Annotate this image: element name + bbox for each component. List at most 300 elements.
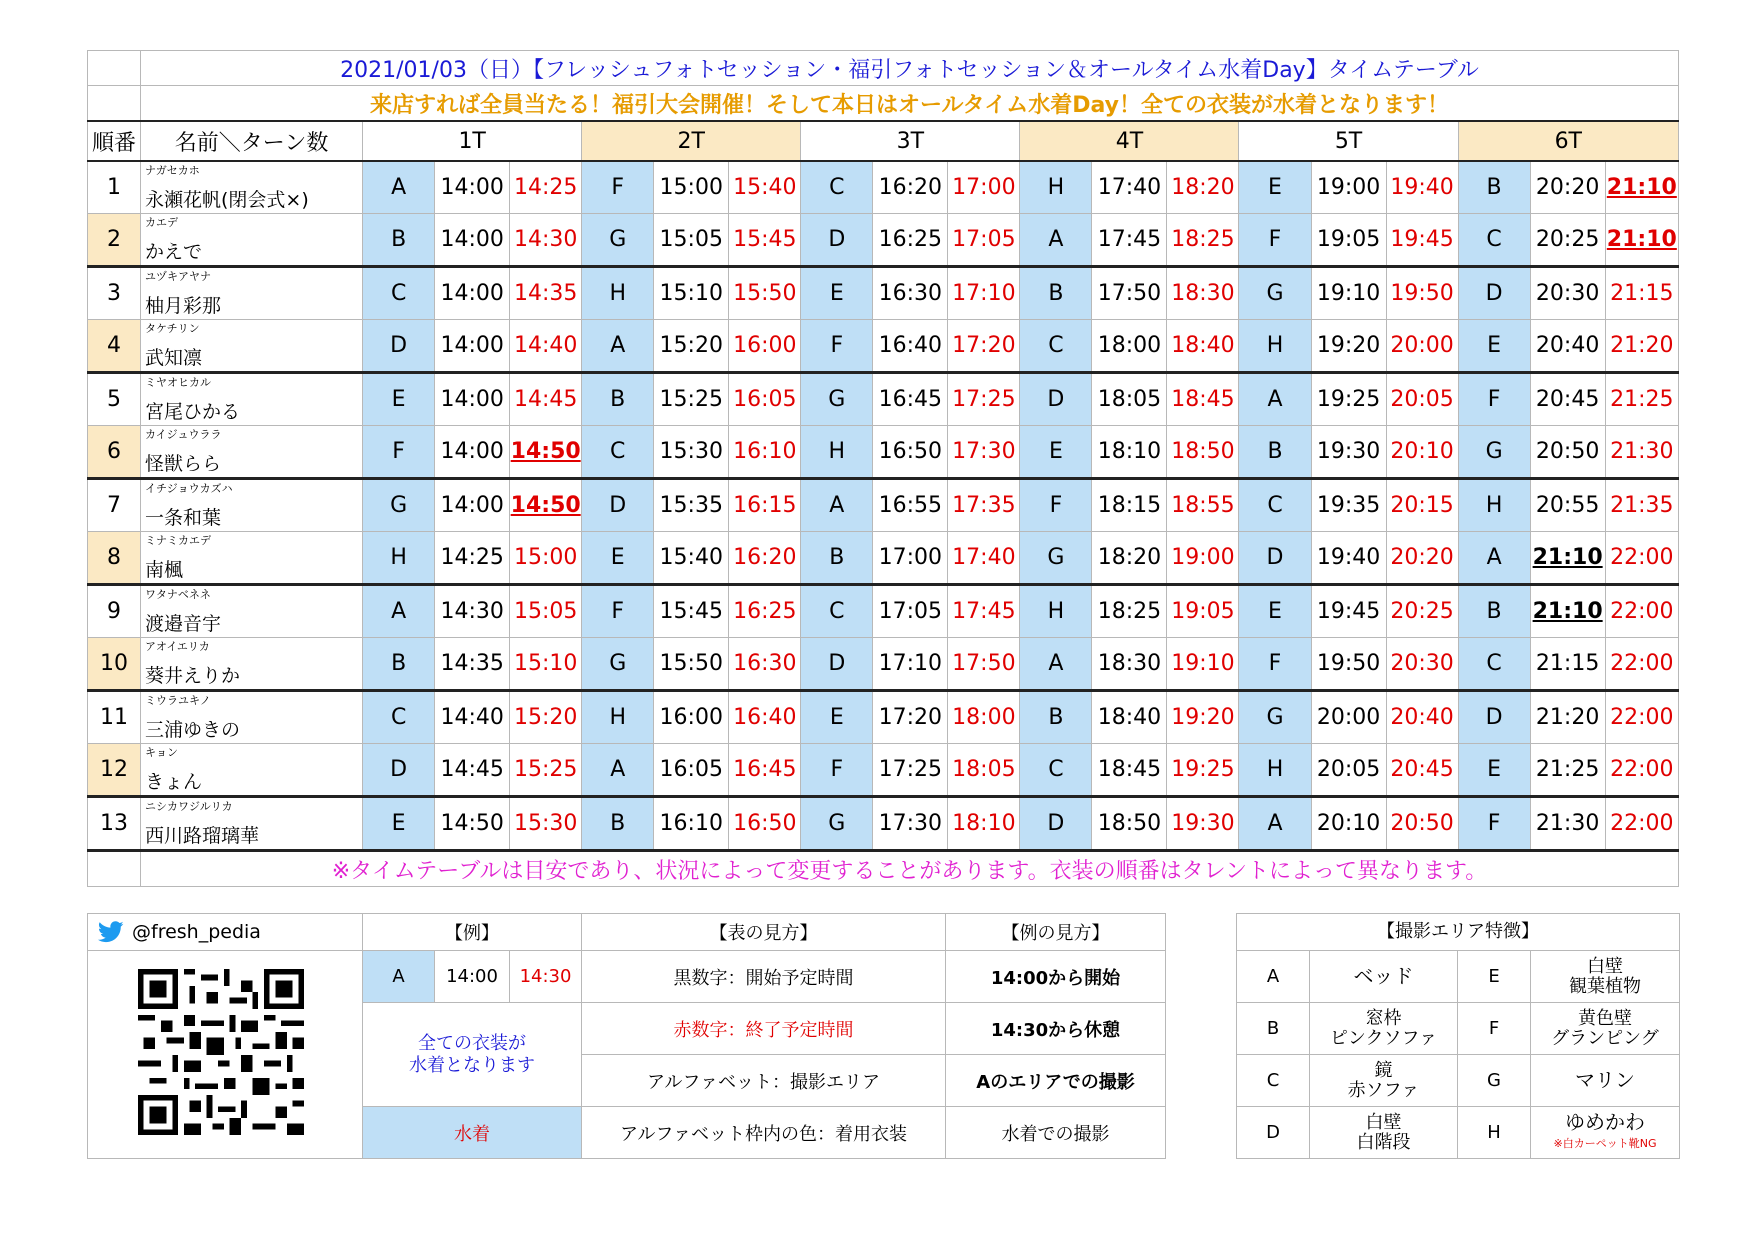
- area-letter: A: [363, 585, 435, 638]
- area-letter: E: [1020, 426, 1092, 479]
- end-time: 18:00: [948, 691, 1020, 744]
- end-time: 20:00: [1386, 320, 1458, 373]
- table-row: [88, 532, 1679, 585]
- talent-name-cell: [141, 161, 363, 214]
- start-time: 18:50: [1092, 797, 1167, 851]
- example-end-time: 14:30: [510, 951, 582, 1003]
- row-number: 3: [88, 267, 141, 320]
- start-time: 19:45: [1311, 585, 1386, 638]
- start-time: 20:05: [1311, 744, 1386, 797]
- area-letter: E: [801, 691, 873, 744]
- talent-kana: ミヤオヒカル: [145, 376, 212, 389]
- end-time: 14:35: [510, 267, 582, 320]
- end-time: 14:40: [510, 320, 582, 373]
- end-time: 18:30: [1167, 267, 1239, 320]
- start-time: 17:30: [873, 797, 948, 851]
- area-letter: A: [582, 320, 654, 373]
- row-number: 2: [88, 214, 141, 267]
- start-time: 19:00: [1311, 161, 1386, 214]
- area-letter: B: [1458, 585, 1530, 638]
- start-time: 15:10: [654, 267, 729, 320]
- end-time: 20:30: [1386, 638, 1458, 691]
- end-time: 18:05: [948, 744, 1020, 797]
- start-time: 16:50: [873, 426, 948, 479]
- area-letter: D: [1239, 532, 1311, 585]
- start-time: 17:50: [1092, 267, 1167, 320]
- start-time: 20:20: [1530, 161, 1605, 214]
- area-letter: F: [1020, 479, 1092, 532]
- row-number: 4: [88, 320, 141, 373]
- area-feature-row: [1237, 1055, 1680, 1107]
- talent-kana: タケチリン: [145, 322, 200, 335]
- end-time: 15:50: [729, 267, 801, 320]
- table-row: [88, 638, 1679, 691]
- area-letter: G: [801, 797, 873, 851]
- end-time: 17:05: [948, 214, 1020, 267]
- area-description: 白壁 白階段: [1356, 1111, 1411, 1153]
- legend-table: [87, 913, 1166, 1159]
- start-time: 21:25: [1530, 744, 1605, 797]
- row-number: 6: [88, 426, 141, 479]
- end-time: 16:05: [729, 373, 801, 426]
- start-time: 18:30: [1092, 638, 1167, 691]
- area-letter: D: [1237, 1107, 1310, 1159]
- table-row: [88, 744, 1679, 797]
- area-letter: G: [582, 638, 654, 691]
- start-time: 20:50: [1530, 426, 1605, 479]
- end-time: 14:30: [510, 214, 582, 267]
- talent-name-cell: [141, 638, 363, 691]
- area-letter: F: [801, 744, 873, 797]
- area-letter: H: [363, 532, 435, 585]
- start-time: 14:00: [435, 214, 510, 267]
- end-time: 21:10: [1605, 214, 1678, 267]
- end-time: 19:05: [1167, 585, 1239, 638]
- end-time: 19:25: [1167, 744, 1239, 797]
- area-letter: G: [801, 373, 873, 426]
- header-turn-4: 4T: [1020, 121, 1239, 161]
- area-letter: C: [1237, 1055, 1310, 1107]
- header-turn-6: 6T: [1458, 121, 1678, 161]
- end-time: 20:20: [1386, 532, 1458, 585]
- table-row: [88, 426, 1679, 479]
- end-time: 19:50: [1386, 267, 1458, 320]
- talent-name: 永瀬花帆(閉会式×): [145, 189, 309, 211]
- area-features-header: 【撮影エリア特徴】: [1237, 914, 1680, 951]
- start-time: 17:00: [873, 532, 948, 585]
- end-time: 22:00: [1605, 532, 1678, 585]
- talent-name: 怪獣らら: [145, 453, 222, 475]
- talent-name: かえで: [145, 241, 203, 263]
- howto-alphabet: アルファベット：撮影エリア: [582, 1055, 946, 1107]
- end-time: 19:20: [1167, 691, 1239, 744]
- area-description: 白壁 観葉植物: [1569, 955, 1641, 997]
- area-description: 黄色壁 グランピング: [1551, 1007, 1659, 1049]
- area-letter: C: [363, 267, 435, 320]
- example-header: 【例】: [363, 914, 582, 951]
- talent-name: 渡邉音宇: [145, 613, 222, 635]
- start-time: 16:05: [654, 744, 729, 797]
- area-letter: F: [1239, 214, 1311, 267]
- end-time: 16:30: [729, 638, 801, 691]
- corner-cell: [88, 851, 141, 887]
- howto-header: 【表の見方】: [582, 914, 946, 951]
- area-letter: F: [1458, 1003, 1531, 1055]
- end-time: 18:50: [1167, 426, 1239, 479]
- end-time: 15:05: [510, 585, 582, 638]
- row-number: 1: [88, 161, 141, 214]
- talent-name-cell: [141, 267, 363, 320]
- end-time: 17:20: [948, 320, 1020, 373]
- page-subtitle: 来店すれば全員当たる！福引大会開催！そして本日はオールタイム水着Day！全ての衣装が水着となります！: [141, 86, 1679, 122]
- end-time: 15:30: [510, 797, 582, 851]
- start-time: 18:40: [1092, 691, 1167, 744]
- area-letter: F: [1239, 638, 1311, 691]
- area-letter: C: [801, 161, 873, 214]
- end-time: 15:20: [510, 691, 582, 744]
- area-letter: A: [1237, 951, 1310, 1003]
- area-feature-row: [1237, 1003, 1680, 1055]
- table-row: [88, 797, 1679, 851]
- area-letter: B: [363, 214, 435, 267]
- end-time: 16:20: [729, 532, 801, 585]
- area-feature-row: [1237, 951, 1680, 1003]
- start-time: 18:15: [1092, 479, 1167, 532]
- area-letter: C: [1458, 638, 1530, 691]
- end-time: 21:20: [1605, 320, 1678, 373]
- table-row: [88, 320, 1679, 373]
- area-letter: G: [1239, 267, 1311, 320]
- talent-name-cell: [141, 532, 363, 585]
- qr-code-cell[interactable]: [88, 951, 363, 1159]
- area-feature-row: [1237, 1107, 1680, 1159]
- area-letter: A: [1020, 214, 1092, 267]
- area-letter: B: [1237, 1003, 1310, 1055]
- header-turn-3: 3T: [801, 121, 1020, 161]
- end-time: 16:10: [729, 426, 801, 479]
- talent-name: 宮尾ひかる: [145, 401, 241, 423]
- start-time: 14:00: [435, 161, 510, 214]
- start-time: 14:00: [435, 373, 510, 426]
- area-letter: C: [1020, 320, 1092, 373]
- talent-kana: ワタナベネネ: [145, 588, 211, 601]
- twitter-handle-cell[interactable]: [88, 914, 363, 951]
- start-time: 18:20: [1092, 532, 1167, 585]
- all-swimsuit-note: 全ての衣装が 水着となります: [363, 1003, 582, 1107]
- end-time: 20:50: [1386, 797, 1458, 851]
- header-order: 順番: [88, 121, 141, 161]
- end-time: 17:45: [948, 585, 1020, 638]
- area-letter: H: [1020, 585, 1092, 638]
- start-time: 15:20: [654, 320, 729, 373]
- end-time: 20:10: [1386, 426, 1458, 479]
- reading-swimsuit: 水着での撮影: [946, 1107, 1166, 1159]
- area-letter: C: [1239, 479, 1311, 532]
- area-letter: H: [1239, 744, 1311, 797]
- talent-name-cell: [141, 744, 363, 797]
- area-description-cell: [1310, 1055, 1458, 1107]
- start-time: 16:10: [654, 797, 729, 851]
- area-description-cell: [1310, 1107, 1458, 1159]
- area-description: マリン: [1575, 1067, 1635, 1092]
- start-time: 14:00: [435, 426, 510, 479]
- area-letter: H: [1458, 479, 1530, 532]
- reading-area: Aのエリアでの撮影: [946, 1055, 1166, 1107]
- area-letter: D: [1020, 373, 1092, 426]
- start-time: 16:30: [873, 267, 948, 320]
- end-time: 19:40: [1386, 161, 1458, 214]
- area-letter: A: [1239, 373, 1311, 426]
- row-number: 12: [88, 744, 141, 797]
- start-time: 21:30: [1530, 797, 1605, 851]
- end-time: 17:40: [948, 532, 1020, 585]
- start-time: 19:20: [1311, 320, 1386, 373]
- start-time: 14:25: [435, 532, 510, 585]
- area-letter: A: [1239, 797, 1311, 851]
- area-letter: D: [1020, 797, 1092, 851]
- end-time: 17:10: [948, 267, 1020, 320]
- area-letter: F: [801, 320, 873, 373]
- row-number: 5: [88, 373, 141, 426]
- area-letter: A: [1020, 638, 1092, 691]
- area-description: ベッド: [1353, 963, 1414, 988]
- start-time: 19:30: [1311, 426, 1386, 479]
- area-letter: C: [1020, 744, 1092, 797]
- end-time: 19:30: [1167, 797, 1239, 851]
- howto-red: 赤数字：終了予定時間: [582, 1003, 946, 1055]
- start-time: 21:10: [1530, 585, 1605, 638]
- example-reading-header: 【例の見方】: [946, 914, 1166, 951]
- end-time: 20:05: [1386, 373, 1458, 426]
- start-time: 16:20: [873, 161, 948, 214]
- end-time: 14:50: [510, 479, 582, 532]
- end-time: 21:15: [1605, 267, 1678, 320]
- area-description-cell: [1531, 951, 1680, 1003]
- area-letter: H: [582, 267, 654, 320]
- end-time: 20:25: [1386, 585, 1458, 638]
- talent-name: 武知凛: [145, 347, 203, 369]
- start-time: 21:10: [1530, 532, 1605, 585]
- timetable: [87, 50, 1679, 887]
- header-turn-2: 2T: [582, 121, 801, 161]
- start-time: 18:10: [1092, 426, 1167, 479]
- start-time: 16:55: [873, 479, 948, 532]
- end-time: 18:40: [1167, 320, 1239, 373]
- table-row: [88, 691, 1679, 744]
- start-time: 15:45: [654, 585, 729, 638]
- start-time: 18:05: [1092, 373, 1167, 426]
- swimsuit-legend: 水着: [363, 1107, 582, 1159]
- area-features-table: [1236, 913, 1680, 1159]
- area-letter: E: [801, 267, 873, 320]
- qr-code-image[interactable]: [138, 969, 304, 1135]
- end-time: 14:45: [510, 373, 582, 426]
- start-time: 15:40: [654, 532, 729, 585]
- area-letter: B: [1239, 426, 1311, 479]
- end-time: 16:25: [729, 585, 801, 638]
- row-number: 9: [88, 585, 141, 638]
- start-time: 19:35: [1311, 479, 1386, 532]
- area-description: 窓枠 ピンクソファ: [1329, 1007, 1438, 1049]
- area-letter: B: [582, 373, 654, 426]
- end-time: 18:20: [1167, 161, 1239, 214]
- header-turn-1: 1T: [363, 121, 582, 161]
- row-number: 13: [88, 797, 141, 851]
- end-time: 15:10: [510, 638, 582, 691]
- example-area-letter: A: [363, 951, 435, 1003]
- talent-name-cell: [141, 691, 363, 744]
- end-time: 22:00: [1605, 638, 1678, 691]
- page-title: 2021/01/03（日）【フレッシュフォトセッション・福引フォトセッション＆オールタイム水着Day】タイムテーブル: [141, 51, 1679, 86]
- end-time: 17:50: [948, 638, 1020, 691]
- end-time: 17:00: [948, 161, 1020, 214]
- area-letter: A: [363, 161, 435, 214]
- end-time: 17:30: [948, 426, 1020, 479]
- start-time: 15:00: [654, 161, 729, 214]
- area-letter: C: [801, 585, 873, 638]
- start-time: 17:10: [873, 638, 948, 691]
- start-time: 14:00: [435, 267, 510, 320]
- end-time: 15:45: [729, 214, 801, 267]
- start-time: 20:55: [1530, 479, 1605, 532]
- talent-kana: ナガセカホ: [145, 164, 200, 177]
- start-time: 16:00: [654, 691, 729, 744]
- end-time: 16:00: [729, 320, 801, 373]
- end-time: 18:45: [1167, 373, 1239, 426]
- end-time: 15:00: [510, 532, 582, 585]
- talent-kana: イチジョウカズハ: [145, 482, 233, 495]
- area-letter: E: [1458, 744, 1530, 797]
- end-time: 16:45: [729, 744, 801, 797]
- area-letter: G: [1458, 1055, 1531, 1107]
- end-time: 18:25: [1167, 214, 1239, 267]
- end-time: 16:50: [729, 797, 801, 851]
- end-time: 22:00: [1605, 744, 1678, 797]
- area-description: 鏡 赤ソファ: [1347, 1059, 1420, 1101]
- area-letter: E: [363, 373, 435, 426]
- talent-name-cell: [141, 373, 363, 426]
- start-time: 14:30: [435, 585, 510, 638]
- end-time: 20:15: [1386, 479, 1458, 532]
- twitter-handle: @fresh_pedia: [132, 920, 261, 943]
- start-time: 19:25: [1311, 373, 1386, 426]
- start-time: 20:10: [1311, 797, 1386, 851]
- end-time: 21:10: [1605, 161, 1678, 214]
- legend-section: [87, 913, 1679, 1161]
- start-time: 14:00: [435, 320, 510, 373]
- talent-name: きょん: [145, 771, 203, 793]
- end-time: 17:25: [948, 373, 1020, 426]
- end-time: 18:55: [1167, 479, 1239, 532]
- area-description-cell: [1531, 1003, 1680, 1055]
- area-letter: D: [1458, 691, 1530, 744]
- area-letter: D: [801, 214, 873, 267]
- area-letter: F: [1458, 373, 1530, 426]
- start-time: 15:30: [654, 426, 729, 479]
- end-time: 15:40: [729, 161, 801, 214]
- area-letter: E: [1239, 585, 1311, 638]
- start-time: 20:45: [1530, 373, 1605, 426]
- talent-kana: カエデ: [145, 216, 179, 229]
- end-time: 18:10: [948, 797, 1020, 851]
- howto-black: 黒数字：開始予定時間: [582, 951, 946, 1003]
- end-time: 14:50: [510, 426, 582, 479]
- start-time: 14:45: [435, 744, 510, 797]
- start-time: 18:25: [1092, 585, 1167, 638]
- talent-name: 三浦ゆきの: [145, 719, 241, 741]
- area-letter: E: [1239, 161, 1311, 214]
- end-time: 19:45: [1386, 214, 1458, 267]
- area-letter: D: [801, 638, 873, 691]
- start-time: 19:10: [1311, 267, 1386, 320]
- area-letter: H: [801, 426, 873, 479]
- start-time: 19:40: [1311, 532, 1386, 585]
- end-time: 21:25: [1605, 373, 1678, 426]
- talent-name-cell: [141, 479, 363, 532]
- start-time: 17:40: [1092, 161, 1167, 214]
- start-time: 20:25: [1530, 214, 1605, 267]
- end-time: 15:25: [510, 744, 582, 797]
- howto-color: アルファベット枠内の色：着用衣装: [582, 1107, 946, 1159]
- area-description-cell: [1310, 951, 1458, 1003]
- area-letter: H: [1458, 1107, 1531, 1159]
- area-letter: G: [582, 214, 654, 267]
- start-time: 16:25: [873, 214, 948, 267]
- area-letter: B: [582, 797, 654, 851]
- table-row: [88, 267, 1679, 320]
- twitter-bird-icon: [98, 921, 124, 943]
- talent-name: 南楓: [145, 559, 184, 581]
- area-letter: G: [1458, 426, 1530, 479]
- area-letter: A: [801, 479, 873, 532]
- start-time: 21:20: [1530, 691, 1605, 744]
- end-time: 19:10: [1167, 638, 1239, 691]
- area-letter: D: [582, 479, 654, 532]
- start-time: 15:35: [654, 479, 729, 532]
- start-time: 15:25: [654, 373, 729, 426]
- end-time: 17:35: [948, 479, 1020, 532]
- talent-name: 西川路瑠璃華: [145, 825, 260, 847]
- talent-name: 葵井えりか: [145, 665, 241, 687]
- area-letter: G: [363, 479, 435, 532]
- area-letter: B: [1458, 161, 1530, 214]
- end-time: 22:00: [1605, 797, 1678, 851]
- area-letter: E: [1458, 951, 1531, 1003]
- area-letter: E: [582, 532, 654, 585]
- example-start-time: 14:00: [435, 951, 510, 1003]
- start-time: 17:45: [1092, 214, 1167, 267]
- row-number: 10: [88, 638, 141, 691]
- start-time: 21:15: [1530, 638, 1605, 691]
- talent-kana: ミナミカエデ: [145, 534, 212, 547]
- talent-name-cell: [141, 585, 363, 638]
- area-letter: B: [801, 532, 873, 585]
- row-number: 8: [88, 532, 141, 585]
- start-time: 20:00: [1311, 691, 1386, 744]
- area-description: ゆめかわ: [1565, 1109, 1645, 1134]
- end-time: 16:15: [729, 479, 801, 532]
- start-time: 19:50: [1311, 638, 1386, 691]
- start-time: 20:30: [1530, 267, 1605, 320]
- area-letter: F: [582, 161, 654, 214]
- area-letter: H: [1239, 320, 1311, 373]
- area-description-cell: [1310, 1003, 1458, 1055]
- end-time: 22:00: [1605, 585, 1678, 638]
- start-time: 15:05: [654, 214, 729, 267]
- talent-kana: ミウラユキノ: [145, 694, 211, 707]
- area-letter: E: [1458, 320, 1530, 373]
- header-name-turn: 名前＼ターン数: [141, 121, 363, 161]
